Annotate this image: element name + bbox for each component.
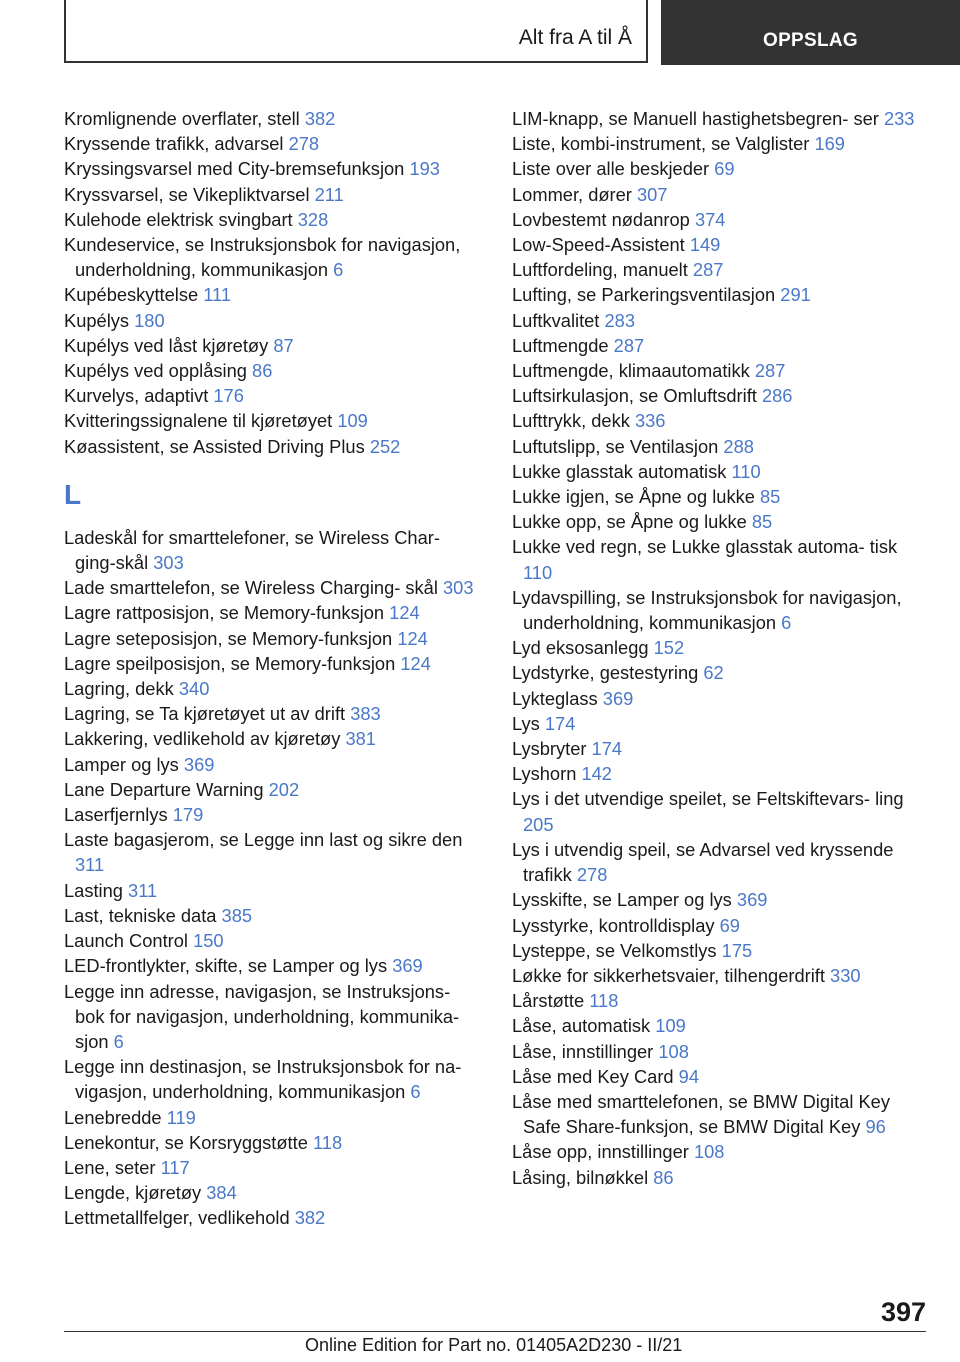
index-entry-text: LED-frontlykter, skifte, se Lamper og lys xyxy=(64,955,388,977)
index-entry xyxy=(64,358,484,383)
index-entry xyxy=(64,525,484,575)
index-entry xyxy=(512,182,922,207)
index-entry xyxy=(64,232,484,282)
index-entry-page-link[interactable]: 384 xyxy=(206,1182,237,1204)
index-entry xyxy=(512,282,922,307)
index-entry-page-link[interactable]: 336 xyxy=(634,410,666,432)
index-entry-text: Lykteglass xyxy=(512,687,598,709)
index-entry-text: Low-Speed-Assistent xyxy=(512,234,685,256)
index-entry-page-link[interactable]: 278 xyxy=(576,864,608,886)
index-letter-heading: L xyxy=(64,478,82,510)
page-number: 397 xyxy=(880,1297,926,1327)
index-entry-text: Luftutslipp, se Ventilasjon xyxy=(512,435,719,457)
index-entry-text: Lane Departure Warning xyxy=(64,778,264,800)
index-entry xyxy=(512,736,922,761)
index-entry xyxy=(512,257,922,282)
index-entry-text: Kupélys ved opplåsing xyxy=(64,360,247,382)
index-entry-page-link[interactable]: 288 xyxy=(723,435,754,457)
index-entry-page-link[interactable]: 307 xyxy=(636,183,668,205)
index-entry-text: Lydavspilling, se Instruksjonsbok for navigasjon, underholdning, kommunikasjon xyxy=(512,586,902,634)
index-entry-text: Luftsirkulasjon, se Omluftsdrift xyxy=(512,385,757,407)
index-entry-page-link[interactable]: 108 xyxy=(658,1040,689,1062)
index-entry xyxy=(512,459,922,484)
index-entry-page-link[interactable]: 174 xyxy=(544,712,576,734)
index-entry-text: Låsing, bilnøkkel xyxy=(512,1166,649,1188)
index-entry-text: Lukke ved regn, se Lukke glasstak automa‐ tisk xyxy=(512,536,898,558)
index-entry-text: Lukke opp, se Åpne og lukke xyxy=(512,511,747,533)
index-entry-page-link[interactable]: 283 xyxy=(604,309,635,331)
index-entry xyxy=(64,1205,484,1230)
index-entry-text: Lufttrykk, dekk xyxy=(512,410,630,432)
index-entry-page-link[interactable]: 382 xyxy=(304,108,336,129)
index-entry-page-link[interactable]: 286 xyxy=(761,385,793,407)
index-entry-text: Kupélys xyxy=(64,309,130,331)
index-entry-text: Lagring, dekk xyxy=(64,678,174,700)
index-entry xyxy=(64,156,484,181)
index-entry xyxy=(64,979,484,1055)
index-entry xyxy=(512,383,922,408)
index-entry-page-link[interactable]: 6 xyxy=(333,259,344,281)
index-entry-text: Lasting xyxy=(64,879,123,901)
index-entry-page-link[interactable]: 175 xyxy=(721,939,753,961)
index-entry-text: Liste over alle beskjeder xyxy=(512,158,710,180)
index-entry-text: Luftmengde, klimaautomatikk xyxy=(512,360,750,382)
index-entry-page-link[interactable]: 85 xyxy=(751,511,773,533)
index-entry xyxy=(512,711,922,736)
index-entry xyxy=(64,575,484,600)
index-entry-text: Låse med Key Card xyxy=(512,1065,674,1087)
index-entry xyxy=(64,827,484,877)
index-entry-text: Lagring, se Ta kjøretøyet ut av drift xyxy=(64,703,346,725)
index-entry xyxy=(64,434,484,459)
index-entry xyxy=(64,626,484,651)
index-entry-page-link[interactable]: 328 xyxy=(297,208,329,230)
index-entry-text: Lamper og lys xyxy=(64,753,179,775)
index-entry xyxy=(512,585,922,635)
index-entry-page-link[interactable]: 205 xyxy=(523,813,554,835)
index-entry xyxy=(512,232,922,257)
index-entry-text: Luftkvalitet xyxy=(512,309,600,331)
index-entry xyxy=(64,308,484,333)
index-entry-page-link[interactable]: 142 xyxy=(581,763,612,785)
index-entry-text: Ladeskål for smarttelefoner, se Wireless Char‐ ging-skål xyxy=(64,526,440,574)
index-entry-text: Kurvelys, adaptivt xyxy=(64,385,209,407)
index-entry xyxy=(512,308,922,333)
index-entry-page-link[interactable]: 303 xyxy=(153,552,184,574)
index-entry-text: Kupébeskyttelse xyxy=(64,284,199,306)
index-entry-text: Launch Control xyxy=(64,930,188,952)
index-entry-page-link[interactable]: 124 xyxy=(400,652,431,674)
index-entry-page-link[interactable]: 252 xyxy=(369,435,401,457)
index-entry-page-link[interactable]: 311 xyxy=(75,854,105,876)
index-entry-page-link[interactable]: 118 xyxy=(312,1131,343,1153)
index-entry-page-link[interactable]: 369 xyxy=(736,889,768,911)
index-entry-text: Liste, kombi-instrument, se Valglister xyxy=(512,133,810,155)
index-entry xyxy=(64,651,484,676)
index-entry-page-link[interactable]: 369 xyxy=(602,687,634,709)
index-entry-text: Løkke for sikkerhetsvaier, tilhengerdrift xyxy=(512,964,825,986)
index-entry-text: Låse opp, innstillinger xyxy=(512,1141,689,1163)
index-entry xyxy=(64,928,484,953)
index-entry xyxy=(64,752,484,777)
index-entry-page-link[interactable]: 369 xyxy=(392,955,423,977)
index-entry-page-link[interactable]: 278 xyxy=(288,133,320,155)
index-entry xyxy=(512,156,922,181)
index-entry-page-link[interactable]: 176 xyxy=(213,385,244,407)
index-entry xyxy=(512,434,922,459)
index-entry-text: Lysbryter xyxy=(512,738,587,760)
index-entry xyxy=(512,484,922,509)
index-entry xyxy=(512,686,922,711)
index-entry-text: Lysstyrke, kontrolldisplay xyxy=(512,914,715,936)
index-entry-page-link[interactable]: 382 xyxy=(294,1207,326,1229)
index-entry xyxy=(64,726,484,751)
index-entry xyxy=(64,182,484,207)
index-entry xyxy=(64,953,484,978)
index-entry-text: Lys xyxy=(512,712,540,734)
index-entry xyxy=(512,761,922,786)
index-entry xyxy=(64,600,484,625)
chapter-title: OPPSLAG xyxy=(762,30,858,51)
index-entry-text: Lukke glasstak automatisk xyxy=(512,460,727,482)
index-entry-page-link[interactable]: 109 xyxy=(655,1015,686,1037)
index-entry-page-link[interactable]: 202 xyxy=(268,778,300,800)
index-entry-text: Låse, automatisk xyxy=(512,1015,651,1037)
index-entry xyxy=(64,1105,484,1130)
index-column-left xyxy=(64,106,484,1231)
index-entry-page-link[interactable]: 330 xyxy=(830,964,861,986)
index-entry-page-link[interactable]: 180 xyxy=(134,309,165,331)
index-entry xyxy=(512,207,922,232)
index-entry-text: Køassistent, se Assisted Driving Plus xyxy=(64,435,365,457)
index-entry xyxy=(512,333,922,358)
index-entry-text: Låse, innstillinger xyxy=(512,1040,654,1062)
index-entry xyxy=(512,913,922,938)
index-entry-page-link[interactable]: 369 xyxy=(183,753,215,775)
index-entry-page-link[interactable]: 110 xyxy=(523,561,553,583)
index-entry-page-link[interactable]: 108 xyxy=(693,1141,725,1163)
index-entry xyxy=(512,887,922,912)
index-entry-text: Kryssende trafikk, advarsel xyxy=(64,133,284,155)
index-entry-text: Legge inn destinasjon, se Instruksjonsbok for na‐ vigasjon, underholdning, kommunikasjon xyxy=(64,1056,462,1103)
index-entry-page-link[interactable]: 87 xyxy=(273,334,294,356)
index-entry-page-link[interactable]: 287 xyxy=(613,334,645,356)
index-entry-text: Lys i det utvendige speilet, se Feltskiftevars‐ ling xyxy=(512,788,904,810)
index-entry-text: Lenekontur, se Korsryggstøtte xyxy=(64,1131,308,1153)
index-entry-text: Lommer, dører xyxy=(512,183,632,205)
index-entry xyxy=(64,106,484,131)
index-entry-text: Lene, seter xyxy=(64,1156,156,1178)
index-entry xyxy=(512,408,922,433)
index-entry-page-link[interactable]: 311 xyxy=(128,879,158,901)
index-entry xyxy=(512,660,922,685)
index-entry-page-link[interactable]: 152 xyxy=(653,637,685,659)
index-entry-text: Lengde, kjøretøy xyxy=(64,1182,202,1204)
index-entry-text: Lukke igjen, se Åpne og lukke xyxy=(512,486,755,508)
index-entry-text: Luftfordeling, manuelt xyxy=(512,259,688,281)
index-entry-text: Lakkering, vedlikehold av kjøretøy xyxy=(64,728,341,750)
index-entry xyxy=(512,1064,922,1089)
index-entry-page-link[interactable]: 340 xyxy=(178,678,210,700)
index-entry-page-link[interactable]: 150 xyxy=(193,930,224,952)
index-entry-page-link[interactable]: 174 xyxy=(591,738,623,760)
index-entry-page-link[interactable]: 110 xyxy=(731,460,761,482)
index-entry-text: Lyshorn xyxy=(512,763,577,785)
index-entry-text: Lysteppe, se Velkomstlys xyxy=(512,939,717,961)
index-entry-text: Lade smarttelefon, se Wireless Charging- skål xyxy=(64,577,438,599)
index-entry-text: Lagre rattposisjon, se Memory-funksjon xyxy=(64,602,385,624)
index-entry-text: Lårstøtte xyxy=(512,990,585,1012)
index-entry-page-link[interactable]: 117 xyxy=(160,1156,190,1178)
index-entry xyxy=(64,701,484,726)
index-entry-page-link[interactable]: 6 xyxy=(781,612,792,634)
index-entry-page-link[interactable]: 211 xyxy=(314,183,344,205)
index-entry-page-link[interactable]: 287 xyxy=(692,259,724,281)
index-entry-text: Kromlignende overflater, stell xyxy=(64,108,300,129)
index-entry-text: Lovbestemt nødanrop xyxy=(512,208,690,230)
footer-divider xyxy=(64,1331,926,1332)
header-section-box xyxy=(64,0,648,63)
index-entry-page-link[interactable]: 118 xyxy=(589,990,619,1012)
index-entry-text: LIM-knapp, se Manuell hastighetsbegren‐ ser xyxy=(512,108,879,129)
index-entry xyxy=(64,408,484,433)
index-entry-page-link[interactable]: 69 xyxy=(714,158,735,180)
index-entry-text: Lagre speilposisjon, se Memory-funksjon xyxy=(64,652,396,674)
index-entry xyxy=(512,988,922,1013)
index-entry-text: Lufting, se Parkeringsventilasjon xyxy=(512,284,776,306)
index-entry-page-link[interactable]: 193 xyxy=(409,158,440,180)
index-entry-text: Kupélys ved låst kjøretøy xyxy=(64,334,269,356)
index-entry-text: Kulehode elektrisk svingbart xyxy=(64,208,293,230)
index-entry-page-link[interactable]: 287 xyxy=(754,360,786,382)
index-entry-text: Lys i utvendig speil, se Advarsel ved kryssende trafikk xyxy=(512,838,894,886)
index-entry-page-link[interactable]: 124 xyxy=(389,602,420,624)
index-entry-page-link[interactable]: 385 xyxy=(221,904,253,926)
index-entry-text: Last, tekniske data xyxy=(64,904,217,926)
index-column-right xyxy=(512,106,922,1190)
index-entry-page-link[interactable]: 291 xyxy=(780,284,811,306)
index-entry-page-link[interactable]: 94 xyxy=(678,1065,700,1087)
index-entry xyxy=(64,777,484,802)
index-entry-page-link[interactable]: 179 xyxy=(172,804,204,826)
index-entry xyxy=(512,534,922,584)
index-entry xyxy=(64,676,484,701)
index-entry xyxy=(64,333,484,358)
index-entry-page-link[interactable]: 62 xyxy=(703,662,724,684)
index-entry-page-link[interactable]: 119 xyxy=(166,1106,196,1128)
index-entry-page-link[interactable]: 124 xyxy=(397,627,428,649)
index-entry-page-link[interactable]: 374 xyxy=(694,208,726,230)
index-entry xyxy=(64,131,484,156)
index-entry-page-link[interactable]: 69 xyxy=(719,914,740,936)
index-entry xyxy=(512,1089,922,1139)
index-entry xyxy=(64,1155,484,1180)
index-entry xyxy=(512,635,922,660)
index-entry-text: Kvitteringssignalene til kjøretøyet xyxy=(64,410,333,432)
index-entry-page-link[interactable]: 85 xyxy=(760,486,781,508)
index-entry-text: Lydstyrke, gestestyring xyxy=(512,662,699,684)
index-entry xyxy=(64,1054,484,1104)
index-entry xyxy=(512,509,922,534)
index-entry-text: Kryssingsvarsel med City-bremsefunksjon xyxy=(64,158,405,180)
index-entry xyxy=(512,1165,922,1190)
index-entry-page-link[interactable]: 6 xyxy=(410,1081,421,1103)
index-entry xyxy=(64,903,484,928)
index-entry-text: Lysskifte, se Lamper og lys xyxy=(512,889,732,911)
header-chapter-tab[interactable] xyxy=(661,0,960,65)
index-entry-page-link[interactable]: 96 xyxy=(865,1116,886,1138)
index-entry xyxy=(64,1180,484,1205)
index-entry-text: Kryssvarsel, se Vikepliktvarsel xyxy=(64,183,310,205)
index-entry xyxy=(512,837,922,887)
index-entry-page-link[interactable]: 233 xyxy=(883,108,915,129)
index-entry-text: Låse med smarttelefonen, se BMW Digital Key Safe Share-funksjon, se BMW Digital Key xyxy=(512,1090,890,1138)
index-entry xyxy=(512,1039,922,1064)
index-entry-text: Lettmetallfelger, vedlikehold xyxy=(64,1207,290,1229)
index-entry-text: Legge inn adresse, navigasjon, se Instruksjons‐ bok for navigasjon, underholdning, kommunika‐ sjon xyxy=(64,980,460,1052)
index-entry xyxy=(64,1130,484,1155)
index-entry-page-link[interactable]: 6 xyxy=(113,1030,124,1052)
index-entry xyxy=(512,786,922,836)
index-entry-page-link[interactable]: 169 xyxy=(814,133,845,155)
section-title: Alt fra A til Å xyxy=(518,26,632,49)
index-entry xyxy=(512,106,922,131)
index-entry xyxy=(512,1139,922,1164)
index-entry-page-link[interactable]: 381 xyxy=(345,728,376,750)
index-entry-text: Kundeservice, se Instruksjonsbok for navigasjon, underholdning, kommunikasjon xyxy=(64,234,461,281)
index-entry-text: Lenebredde xyxy=(64,1106,162,1128)
index-entry-text: Laste bagasjerom, se Legge inn last og sikre den xyxy=(64,829,463,851)
index-entry xyxy=(64,282,484,307)
index-entry xyxy=(512,1013,922,1038)
index-entry-text: Luftmengde xyxy=(512,334,609,356)
index-entry xyxy=(512,358,922,383)
index-entry-page-link[interactable]: 303 xyxy=(443,577,474,599)
index-entry xyxy=(64,207,484,232)
index-entry xyxy=(64,383,484,408)
index-entry-text: Laserfjernlys xyxy=(64,804,168,826)
index-entry xyxy=(64,802,484,827)
index-entry-page-link[interactable]: 383 xyxy=(350,703,381,725)
index-entry-text: Lagre seteposisjon, se Memory-funksjon xyxy=(64,627,393,649)
index-entry-page-link[interactable]: 111 xyxy=(203,284,232,306)
index-entry-page-link[interactable]: 149 xyxy=(689,234,721,256)
index-entry-page-link[interactable]: 109 xyxy=(337,410,368,432)
index-entry xyxy=(512,963,922,988)
index-entry-text: Lyd eksosanlegg xyxy=(512,637,649,659)
index-entry xyxy=(512,938,922,963)
index-entry-page-link[interactable]: 86 xyxy=(653,1166,674,1188)
index-entry-page-link[interactable]: 86 xyxy=(252,360,273,382)
edition-footer: Online Edition for Part no. 01405A2D230 - II/21 xyxy=(305,1335,683,1355)
index-entry xyxy=(64,878,484,903)
index-entry xyxy=(512,131,922,156)
